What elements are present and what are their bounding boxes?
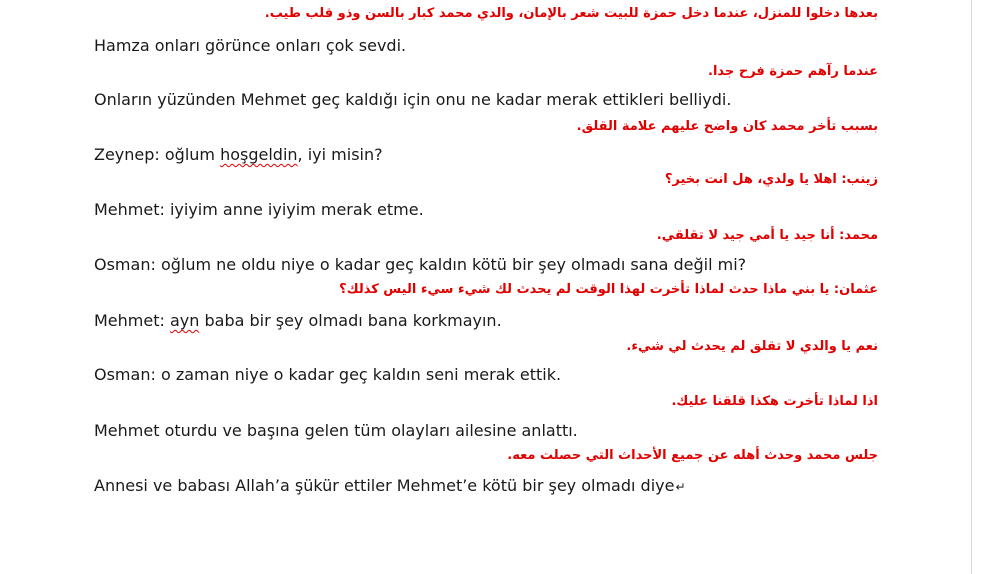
- turkish-line-5: Osman: oğlum ne oldu niye o kadar geç kaldın kötü bir şey olmadı sana değil mi?: [94, 255, 747, 274]
- page-edge: [971, 0, 972, 574]
- turkish-line-9: [94, 476, 686, 495]
- turkish-line-3: [94, 145, 383, 164]
- arabic-line-6: عثمان: يا بني ماذا حدث لماذا تأخرت لهذا الوقت لم يحدث لك شيء سيء اليس كذلك؟: [339, 282, 878, 297]
- arabic-line-8: اذا لماذا تأخرت هكذا قلقنا عليك.: [671, 394, 878, 409]
- arabic-line-4: زينب: اهلا يا ولدي، هل انت بخير؟: [664, 172, 878, 187]
- arabic-line-5: محمد: أنا جيد يا أمي جيد لا تقلقي.: [656, 228, 878, 243]
- turkish-line-4: Mehmet: iyiyim anne iyiyim merak etme.: [94, 200, 424, 219]
- arabic-line-2: عندما رآهم حمزة فرح جدا.: [708, 64, 878, 79]
- arabic-line-9: جلس محمد وحدث أهله عن جميع الأحداث التي حصلت معه.: [507, 448, 878, 463]
- turkish-line-1: Hamza onları görünce onları çok sevdi.: [94, 36, 407, 55]
- arabic-line-3: بسبب تأخر محمد كان واضح عليهم علامة القلق.: [576, 119, 878, 134]
- line-text-before: Zeynep: oğlum: [94, 145, 221, 164]
- spelling-flagged-word[interactable]: ayn: [169, 311, 200, 330]
- turkish-line-6: [94, 311, 502, 330]
- line-text: Annesi ve babası Allah’a şükür ettiler Mehmet’e kötü bir şey olmadı diye: [94, 476, 675, 495]
- line-text-after: , iyi misin?: [297, 145, 383, 164]
- spelling-flagged-word[interactable]: hoşgeldin: [220, 145, 298, 164]
- turkish-line-2: Onların yüzünden Mehmet geç kaldığı için onu ne kadar merak ettikleri belliydi.: [94, 90, 732, 109]
- turkish-line-7: Osman: o zaman niye o kadar geç kaldın seni merak ettik.: [94, 365, 562, 384]
- turkish-line-8: Mehmet oturdu ve başına gelen tüm olayları ailesine anlattı.: [94, 421, 578, 440]
- paragraph-mark-icon: ↵: [675, 480, 686, 494]
- arabic-line-7: نعم يا والدي لا تقلق لم يحدث لي شيء.: [626, 339, 878, 354]
- line-text-after: baba bir şey olmadı bana korkmayın.: [199, 311, 502, 330]
- arabic-line-1: بعدها دخلوا للمنزل، عندما دخل حمزة للبيت شعر بالإمان، والدي محمد كبار بالسن وذو قلب طيب.: [264, 6, 878, 21]
- line-text-before: Mehmet:: [94, 311, 170, 330]
